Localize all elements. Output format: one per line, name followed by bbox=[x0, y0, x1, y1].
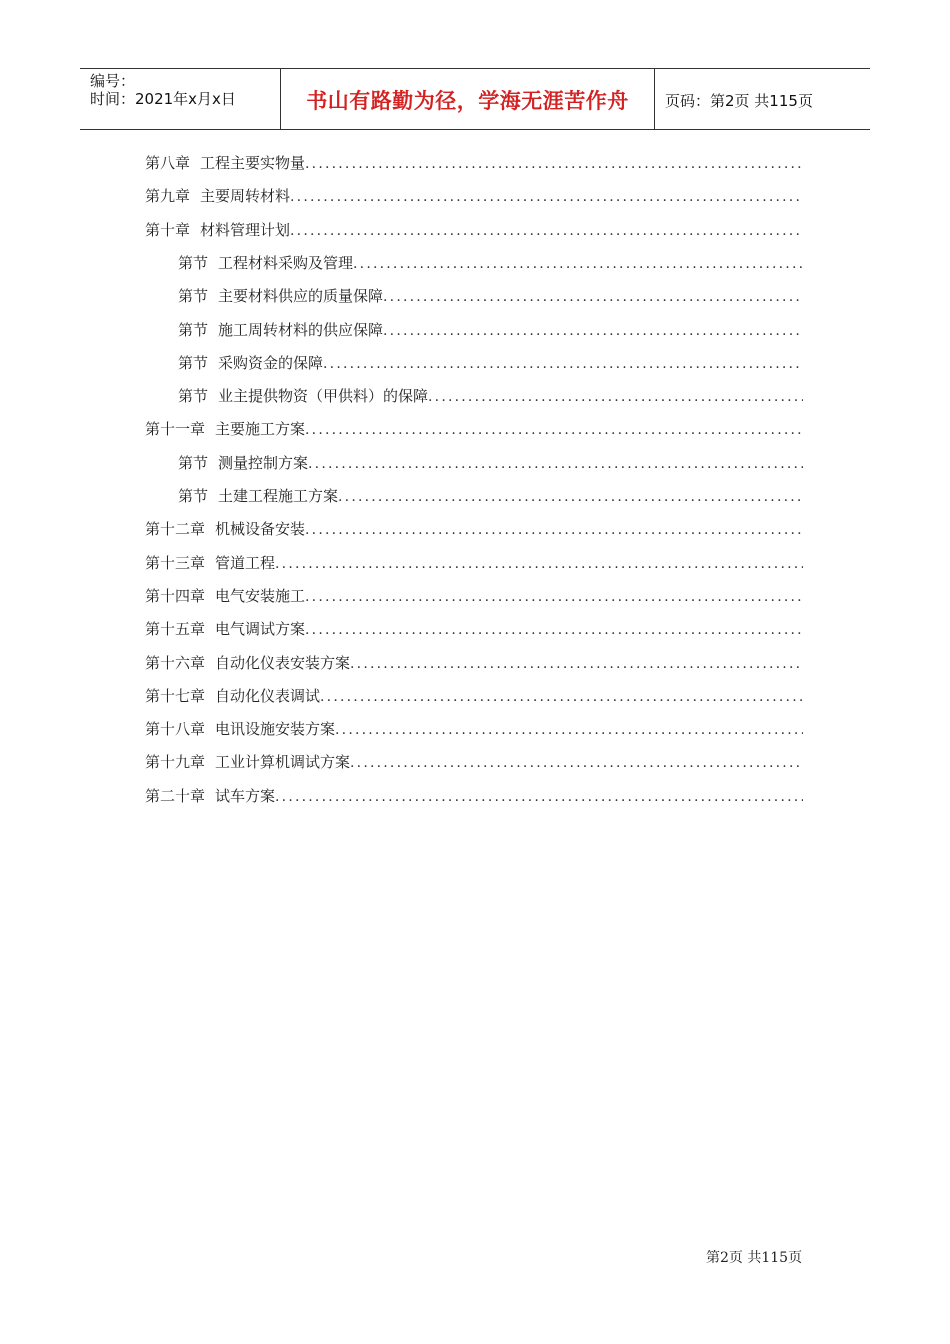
toc-dot-leader bbox=[383, 289, 803, 305]
toc-entry-number: 第十一章 bbox=[145, 420, 206, 439]
document-number-label: 编号： bbox=[90, 72, 136, 90]
toc-chapter-entry[interactable] bbox=[145, 185, 803, 209]
toc-entry-number: 第十章 bbox=[145, 220, 191, 239]
toc-dot-leader bbox=[290, 223, 803, 239]
toc-dot-leader bbox=[305, 589, 803, 605]
toc-entry-title: 自动化仪表安装方案 bbox=[215, 653, 351, 672]
header-motto-cell bbox=[281, 69, 655, 129]
toc-section-entry[interactable] bbox=[178, 485, 803, 509]
toc-dot-leader bbox=[275, 789, 803, 805]
toc-chapter-entry[interactable] bbox=[145, 718, 803, 742]
toc-dot-leader bbox=[383, 323, 803, 339]
toc-chapter-entry[interactable] bbox=[145, 652, 803, 676]
toc-section-entry[interactable] bbox=[178, 352, 803, 376]
toc-entry-title: 主要材料供应的质量保障 bbox=[218, 287, 384, 306]
toc-dot-leader bbox=[320, 689, 803, 705]
toc-entry-title: 材料管理计划 bbox=[200, 220, 291, 239]
toc-entry-number: 第节 bbox=[178, 387, 209, 406]
toc-entry-number: 第十六章 bbox=[145, 653, 206, 672]
header-page-indicator: 页码：第2页 共115页 bbox=[665, 91, 813, 110]
toc-section-entry[interactable] bbox=[178, 252, 803, 276]
toc-section-entry[interactable] bbox=[178, 452, 803, 476]
toc-entry-title: 电气安装施工 bbox=[215, 586, 306, 605]
toc-dot-leader bbox=[305, 622, 803, 638]
toc-entry-title: 业主提供物资（甲供料）的保障 bbox=[218, 387, 429, 406]
toc-dot-leader bbox=[428, 389, 803, 405]
toc-entry-title: 试车方案 bbox=[215, 786, 276, 805]
toc-entry-number: 第节 bbox=[178, 287, 209, 306]
page-header bbox=[80, 68, 870, 130]
toc-section-entry[interactable] bbox=[178, 319, 803, 343]
toc-dot-leader bbox=[335, 722, 803, 738]
toc-chapter-entry[interactable] bbox=[145, 418, 803, 442]
toc-entry-title: 工程主要实物量 bbox=[200, 154, 306, 172]
toc-dot-leader bbox=[350, 755, 803, 771]
toc-entry-number: 第节 bbox=[178, 320, 209, 339]
toc-dot-leader bbox=[290, 189, 803, 205]
toc-entry-title: 自动化仪表调试 bbox=[215, 686, 321, 705]
toc-entry-title: 主要周转材料 bbox=[200, 187, 291, 206]
toc-chapter-entry[interactable] bbox=[145, 685, 803, 709]
toc-dot-leader bbox=[353, 256, 803, 272]
toc-entry-title: 土建工程施工方案 bbox=[218, 487, 339, 505]
toc-section-entry[interactable] bbox=[178, 285, 803, 309]
toc-entry-number: 第十九章 bbox=[145, 753, 206, 772]
toc-dot-leader bbox=[308, 456, 803, 472]
toc-entry-title: 施工周转材料的供应保障 bbox=[218, 320, 384, 339]
toc-entry-title: 电气调试方案 bbox=[215, 620, 306, 639]
toc-section-entry[interactable] bbox=[178, 385, 803, 409]
toc-entry-title: 机械设备安装 bbox=[215, 520, 306, 539]
toc-entry-title: 电讯设施安装方案 bbox=[215, 720, 336, 739]
toc-dot-leader bbox=[338, 489, 803, 505]
toc-entry-title: 测量控制方案 bbox=[218, 453, 309, 472]
toc-dot-leader bbox=[350, 656, 803, 672]
toc-entry-title: 管道工程 bbox=[215, 553, 276, 572]
toc-entry-number: 第八章 bbox=[145, 154, 191, 172]
footer-page-number: 第2页 共115页 bbox=[706, 1250, 803, 1266]
toc-entry-number: 第十三章 bbox=[145, 553, 206, 572]
toc-entry-title: 工程材料采购及管理 bbox=[218, 253, 354, 272]
toc-entry-number: 第节 bbox=[178, 487, 209, 505]
toc-entry-number: 第十二章 bbox=[145, 520, 206, 539]
toc-chapter-entry[interactable] bbox=[145, 518, 803, 542]
header-motto: 书山有路勤为径，学海无涯苦作舟 bbox=[306, 89, 629, 113]
header-meta bbox=[80, 69, 281, 129]
toc-dot-leader bbox=[305, 156, 803, 172]
toc-chapter-entry[interactable] bbox=[145, 219, 803, 243]
toc-chapter-entry[interactable] bbox=[145, 618, 803, 642]
toc-chapter-entry[interactable] bbox=[145, 585, 803, 609]
toc-entry-number: 第十八章 bbox=[145, 720, 206, 739]
toc-chapter-entry[interactable] bbox=[145, 785, 803, 809]
toc-entry-title: 采购资金的保障 bbox=[218, 353, 324, 372]
toc-entry-number: 第节 bbox=[178, 353, 209, 372]
toc-dot-leader bbox=[305, 522, 803, 538]
toc-entry-number: 第十七章 bbox=[145, 686, 206, 705]
toc-entry-title: 工业计算机调试方案 bbox=[215, 753, 351, 772]
document-date: 时间：2021年x月x日 bbox=[90, 90, 236, 108]
toc-dot-leader bbox=[305, 422, 803, 438]
toc-dot-leader bbox=[275, 556, 803, 572]
toc-entry-number: 第十四章 bbox=[145, 586, 206, 605]
toc-entry-number: 第节 bbox=[178, 453, 209, 472]
toc-chapter-entry[interactable] bbox=[145, 152, 803, 176]
toc-chapter-entry[interactable] bbox=[145, 751, 803, 775]
toc-entry-number: 第九章 bbox=[145, 187, 191, 206]
toc-entry-title: 主要施工方案 bbox=[215, 420, 306, 439]
toc-entry-number: 第节 bbox=[178, 253, 209, 272]
toc-chapter-entry[interactable] bbox=[145, 552, 803, 576]
toc-dot-leader bbox=[323, 356, 803, 372]
toc-entry-number: 第二十章 bbox=[145, 786, 206, 805]
toc-entry-number: 第十五章 bbox=[145, 620, 206, 639]
